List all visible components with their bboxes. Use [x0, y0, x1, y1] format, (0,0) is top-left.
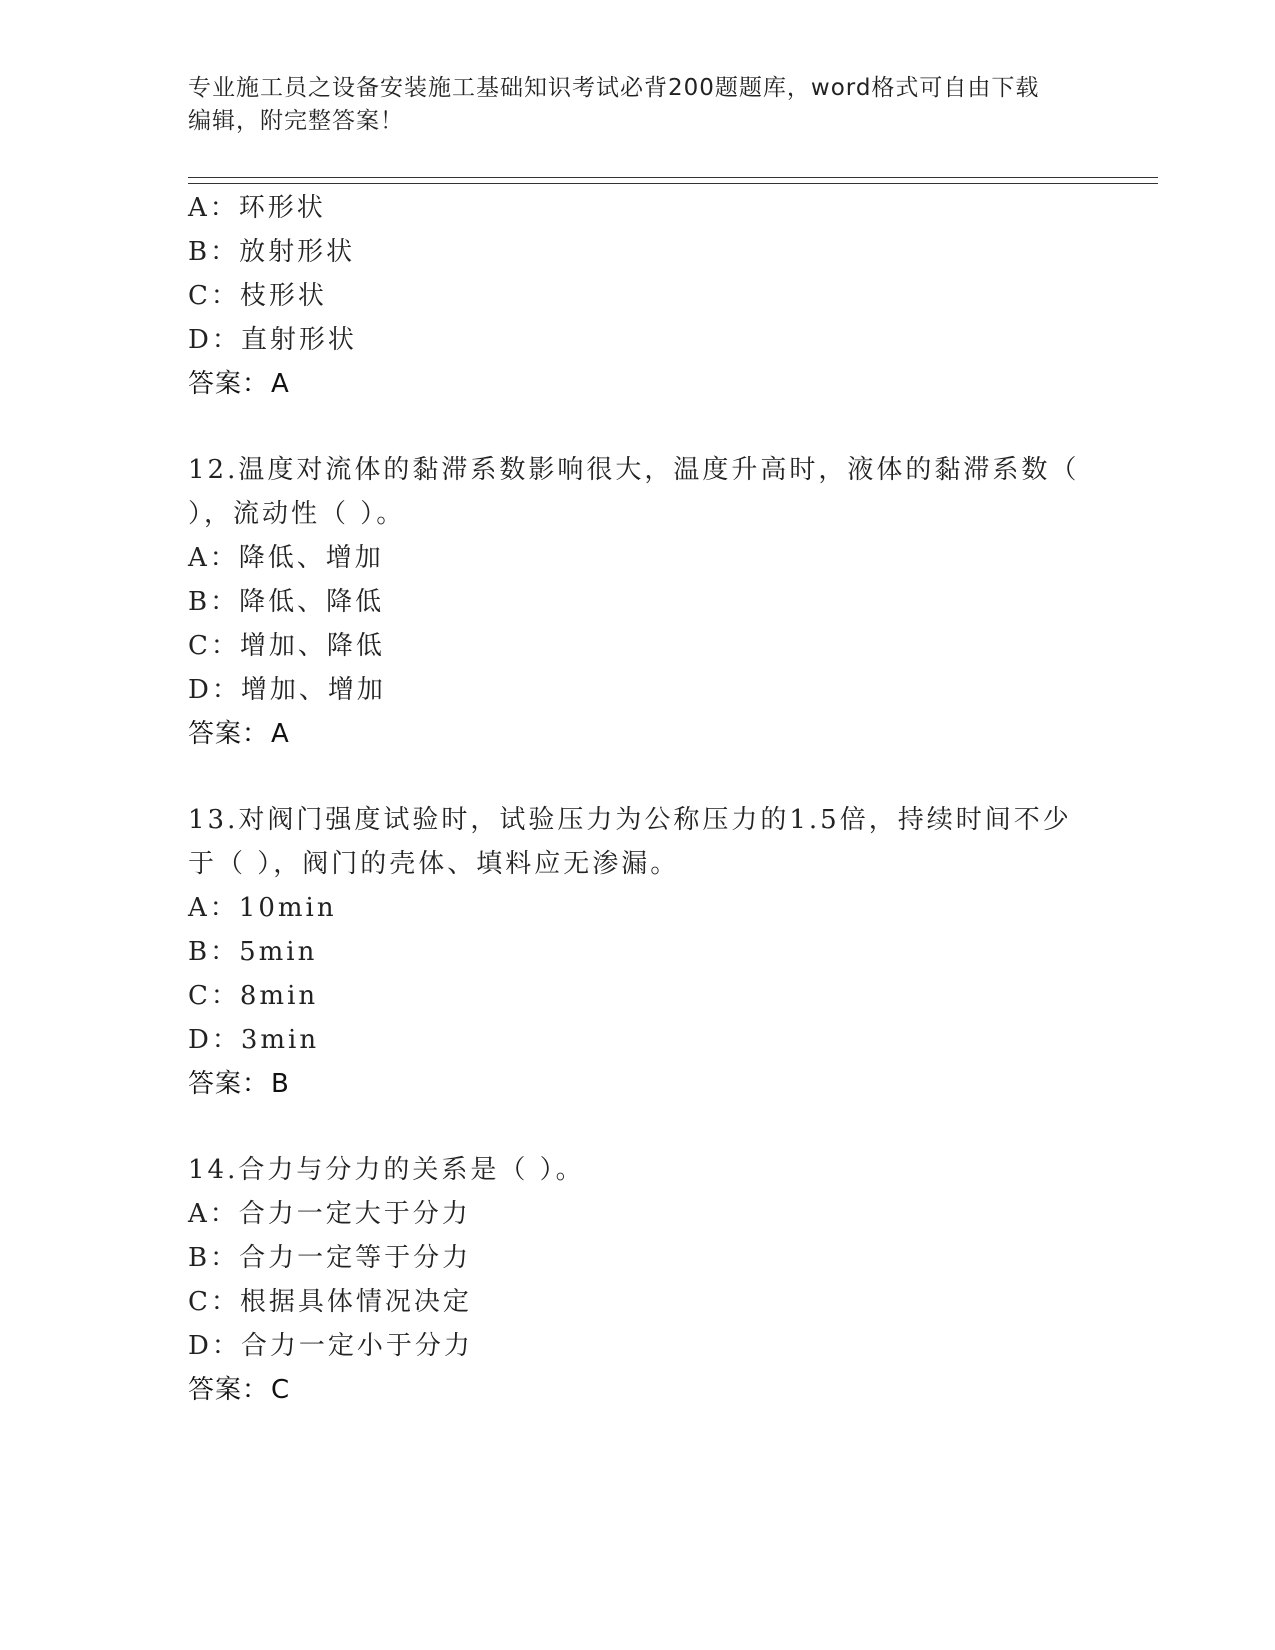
q14-option-b: B：合力一定等于分力 — [188, 1243, 472, 1273]
q11-option-b: B：放射形状 — [188, 237, 356, 267]
answer-value: B — [271, 1069, 290, 1099]
q13-answer — [188, 1066, 290, 1102]
q11-option-d: D：直射形状 — [188, 325, 357, 355]
q13-option-b: B：5min — [188, 937, 318, 967]
answer-label: 答案： — [188, 719, 270, 749]
header-divider-bottom — [188, 183, 1158, 184]
q14-stem-line-1: 14.合力与分力的关系是（ ）。 — [188, 1155, 585, 1185]
q13-stem-line-2: 于（ ），阀门的壳体、填料应无渗漏。 — [188, 849, 680, 879]
q14-option-c: C：根据具体情况决定 — [188, 1287, 472, 1317]
answer-value: A — [271, 719, 290, 749]
q13-stem-line-1: 13.对阀门强度试验时，试验压力为公称压力的1.5倍，持续时间不少 — [188, 805, 1072, 835]
answer-label: 答案： — [188, 1069, 270, 1099]
q12-stem-line-2: ），流动性（ ）。 — [188, 499, 406, 529]
q12-stem-line-1: 12.温度对流体的黏滞系数影响很大，温度升高时，液体的黏滞系数（ — [188, 455, 1080, 485]
q12-option-d: D：增加、增加 — [188, 675, 386, 705]
answer-label: 答案： — [188, 1375, 270, 1405]
q13-option-c: C：8min — [188, 981, 319, 1011]
q12-option-b: B：降低、降低 — [188, 587, 385, 617]
answer-value: C — [271, 1375, 291, 1405]
header-line-2: 编辑，附完整答案！ — [188, 108, 404, 134]
q12-option-c: C：增加、降低 — [188, 631, 385, 661]
q14-answer — [188, 1372, 290, 1408]
answer-value: A — [271, 369, 290, 399]
header-divider-top — [188, 177, 1158, 178]
q14-option-d: D：合力一定小于分力 — [188, 1331, 473, 1361]
q12-answer — [188, 716, 290, 752]
q11-answer — [188, 366, 290, 402]
q13-option-a: A：10min — [188, 893, 337, 923]
q11-option-c: C：枝形状 — [188, 281, 327, 311]
q12-option-a: A：降低、增加 — [188, 543, 384, 573]
document-header — [188, 72, 1088, 138]
q11-option-a: A：环形状 — [188, 193, 326, 223]
q14-option-a: A：合力一定大于分力 — [188, 1199, 471, 1229]
answer-label: 答案： — [188, 369, 270, 399]
q13-option-d: D：3min — [188, 1025, 320, 1055]
header-line-1: 专业施工员之设备安装施工基础知识考试必背200题题库，word格式可自由下载 — [188, 75, 1040, 101]
